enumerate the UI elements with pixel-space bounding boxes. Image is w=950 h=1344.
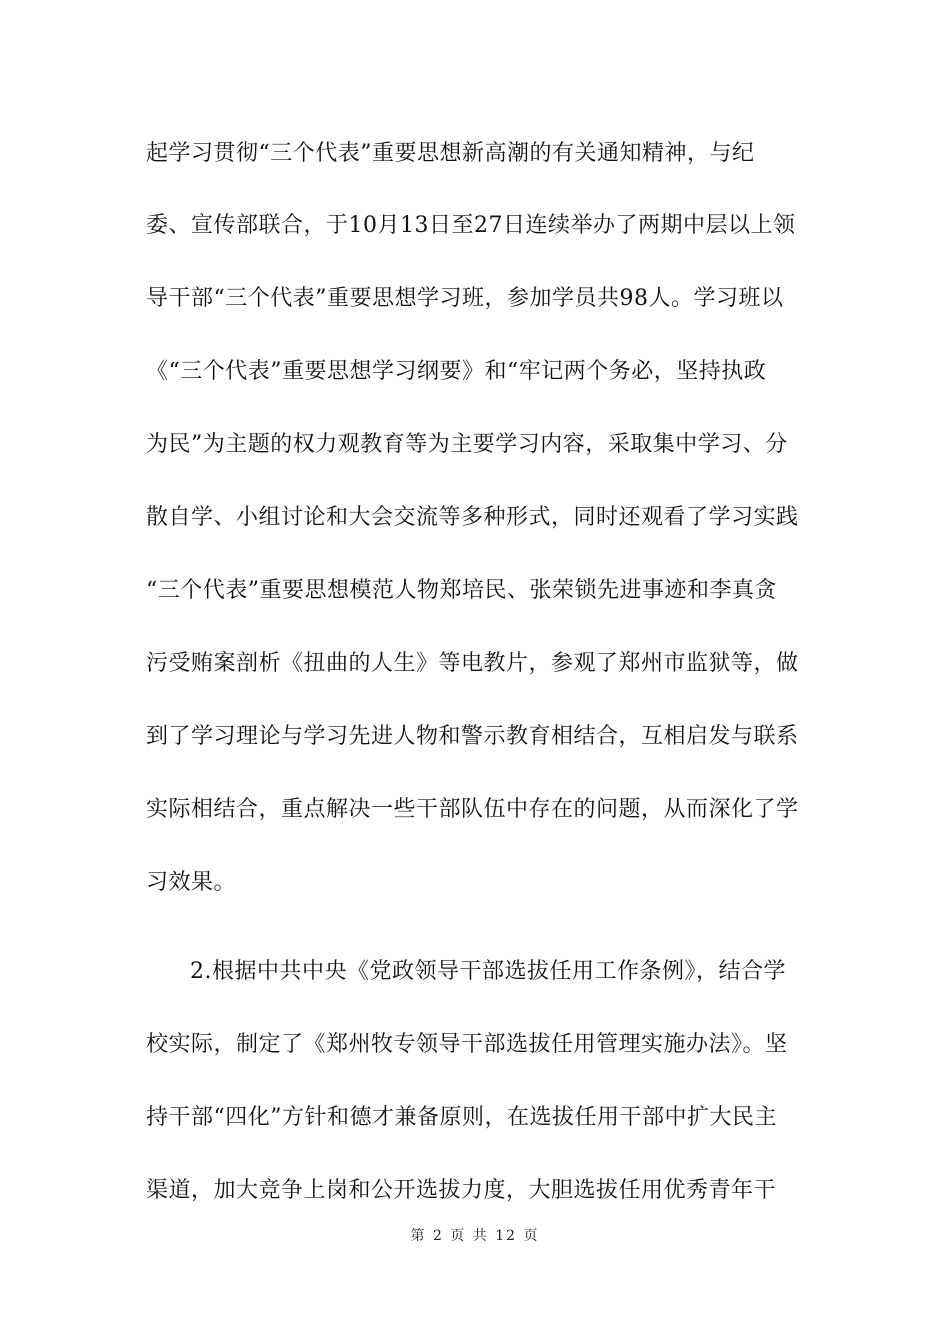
text-line: 起学习贯彻“三个代表”重要思想新高潮的有关通知精神，与纪 xyxy=(146,141,755,166)
text-line: 校实际，制定了《郑州牧专领导干部选拔任用管理实施办法》。坚 xyxy=(146,1032,788,1057)
text-line: 《“三个代表”重要思想学习纲要》和“牢记两个务必，坚持执政 xyxy=(146,359,767,384)
text-line: 导干部“三个代表”重要思想学习班，参加学员共98人。学习班以 xyxy=(146,286,784,311)
page-number-footer: 第 2 页 共 12 页 xyxy=(410,1228,540,1244)
text-line: 污受贿案剖析《扭曲的人生》等电教片，参观了郑州市监狱等，做 xyxy=(146,651,799,676)
text-line: 渠道，加大竞争上岗和公开选拔力度，大胆选拔任用优秀青年干 xyxy=(146,1178,777,1203)
paragraph-first-line: 2.根据中共中央《党政领导干部选拔任用工作条例》，结合学 xyxy=(190,959,786,984)
text-line: 习效果。 xyxy=(146,870,237,895)
text-line: 为民”为主题的权力观教育等为主要学习内容，采取集中学习、分 xyxy=(146,432,788,457)
text-line: 散自学、小组讨论和大会交流等多种形式，同时还观看了学习实践 xyxy=(146,505,799,530)
text-line: 委、宣传部联合，于10月13日至27日连续举办了两期中层以上领 xyxy=(146,213,796,238)
text-line: 持干部“四化”方针和德才兼备原则，在选拔任用干部中扩大民主 xyxy=(146,1105,777,1130)
text-line: 实际相结合，重点解决一些干部队伍中存在的问题，从而深化了学 xyxy=(146,797,799,822)
text-line: 到了学习理论与学习先进人物和警示教育相结合，互相启发与联系 xyxy=(146,724,799,749)
text-line: “三个代表”重要思想模范人物郑培民、张荣锁先进事迹和李真贪 xyxy=(146,578,777,603)
